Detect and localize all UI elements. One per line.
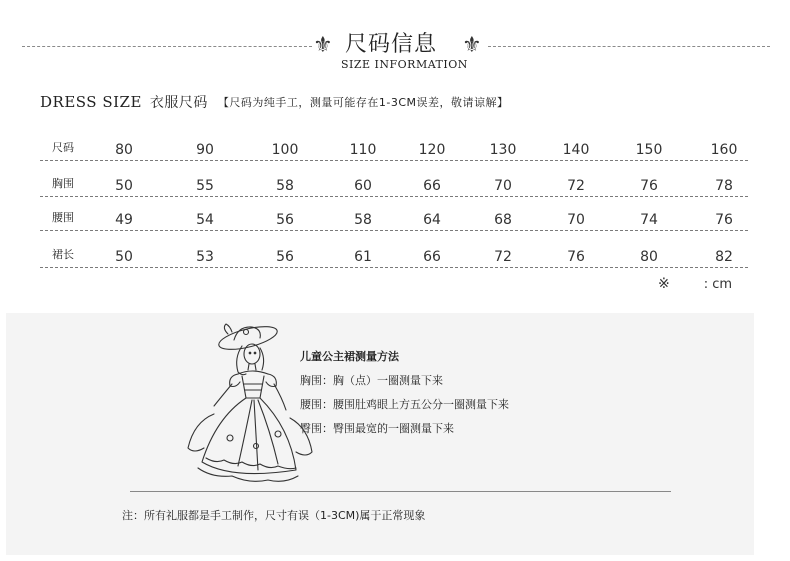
table-cell: 72 [494,249,512,265]
table-cell: 72 [567,178,585,194]
table-cell: 100 [271,142,299,158]
table-cell: 110 [349,142,377,158]
table-cell: 150 [635,142,663,158]
table-cell: 58 [354,212,372,228]
measurement-note: 【尺码为纯手工，测量可能存在1-3CM误差，敬请谅解】 [217,96,509,109]
table-cell: 82 [715,249,733,265]
table-cell: 160 [710,142,738,158]
table-row-size [40,138,748,161]
page-title: 尺码信息 [345,32,438,57]
table-cell: 140 [562,142,590,158]
princess-dress-illustration [186,318,316,486]
measure-waist: 腰围：腰围肚鸡眼上方五公分一圈测量下来 [300,398,509,411]
table-cell: 54 [196,212,214,228]
table-cell: 68 [494,212,512,228]
header-divider-left [22,46,312,47]
measure-hip: 臀围：臀围最宽的一圈测量下来 [300,422,454,435]
table-cell: 64 [423,212,441,228]
table-cell: 70 [494,178,512,194]
row-label: 裙长 [52,248,74,261]
table-cell: 70 [567,212,585,228]
table-row-chest [40,174,748,197]
table-cell: 61 [354,249,372,265]
footnote-divider [130,491,671,492]
table-cell: 78 [715,178,733,194]
table-cell: 76 [567,249,585,265]
table-cell: 130 [489,142,517,158]
table-cell: 66 [423,249,441,265]
measure-chest: 胸围：胸（点）一圈测量下来 [300,374,443,387]
table-cell: 74 [640,212,658,228]
unit-label: : cm [703,277,733,292]
page-title-en: SIZE INFORMATION [341,58,468,71]
table-cell: 120 [418,142,446,158]
table-row-length [40,245,748,268]
section-heading [40,92,509,112]
table-cell: 53 [196,249,214,265]
unit-note [658,276,732,292]
table-cell: 56 [276,212,294,228]
table-cell: 50 [115,249,133,265]
table-cell: 50 [115,178,133,194]
table-cell: 80 [640,249,658,265]
table-cell: 55 [196,178,214,194]
table-cell: 80 [115,142,133,158]
table-cell: 90 [196,142,214,158]
unit-symbol: ※ [658,276,670,292]
table-row-waist [40,208,748,231]
row-label: 胸围 [52,177,74,190]
fleur-de-lis-icon: ⚜ [313,33,333,58]
table-cell: 58 [276,178,294,194]
dress-size-label-cn: 衣服尺码 [149,95,208,111]
table-cell: 76 [715,212,733,228]
table-cell: 49 [115,212,133,228]
fleur-de-lis-icon: ⚜ [462,33,482,58]
row-label: 腰围 [52,211,74,224]
table-cell: 60 [354,178,372,194]
header-divider-right [488,46,770,47]
row-label: 尺码 [52,141,74,154]
dress-size-label: DRESS SIZE [40,93,142,111]
table-cell: 76 [640,178,658,194]
footnote: 注：所有礼服都是手工制作，尺寸有误（1-3CM)属于正常现象 [122,509,426,522]
table-cell: 56 [276,249,294,265]
table-cell: 66 [423,178,441,194]
measure-title: 儿童公主裙测量方法 [300,350,399,363]
